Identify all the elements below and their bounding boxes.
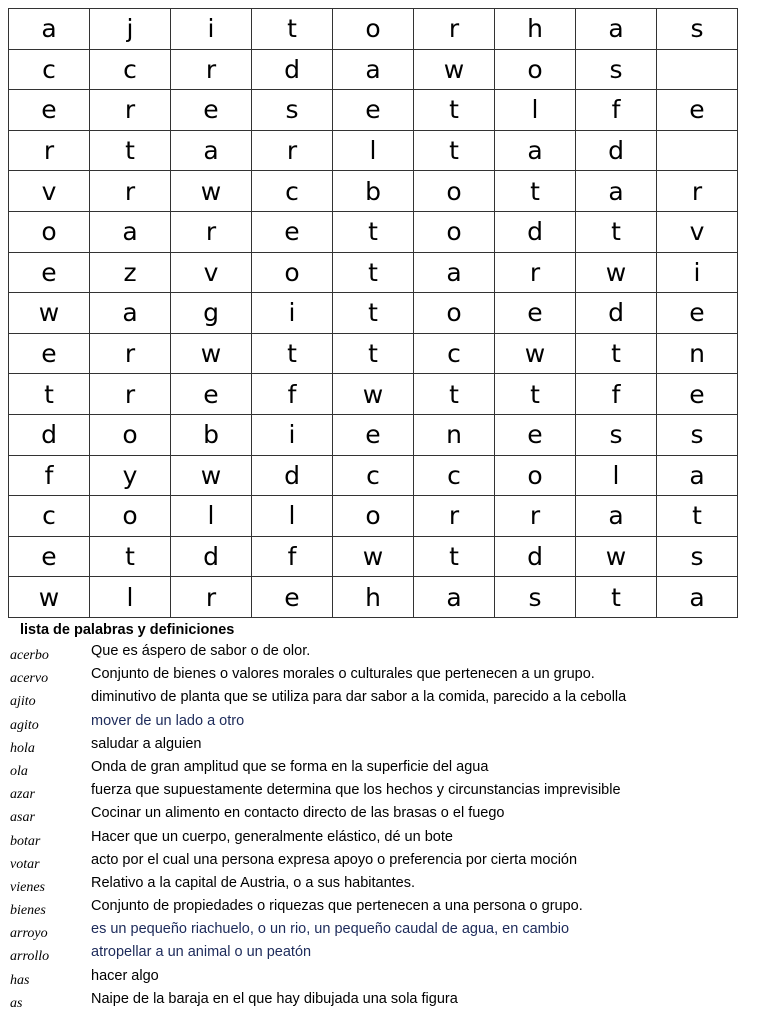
- grid-cell: w: [171, 455, 252, 496]
- definition-item: [0, 874, 768, 897]
- grid-cell: i: [252, 293, 333, 334]
- grid-cell: t: [333, 333, 414, 374]
- definition-text: hacer algo: [91, 967, 159, 984]
- grid-cell: t: [495, 171, 576, 212]
- grid-cell: n: [414, 414, 495, 455]
- grid-cell: v: [657, 211, 738, 252]
- grid-cell: r: [252, 130, 333, 171]
- grid-cell: o: [252, 252, 333, 293]
- grid-cell: e: [252, 211, 333, 252]
- grid-cell: t: [657, 496, 738, 537]
- grid-cell: d: [9, 414, 90, 455]
- grid-cell: l: [171, 496, 252, 537]
- grid-cell: t: [414, 130, 495, 171]
- grid-cell: f: [252, 536, 333, 577]
- grid-cell: f: [9, 455, 90, 496]
- grid-cell: o: [90, 496, 171, 537]
- grid-cell: t: [414, 90, 495, 131]
- definition-item: [0, 642, 768, 665]
- grid-cell: b: [171, 414, 252, 455]
- definition-item: [0, 990, 768, 1013]
- grid-cell: o: [414, 211, 495, 252]
- definition-text: acto por el cual una persona expresa apoyo o preferencia por cierta moción: [91, 851, 578, 868]
- definition-text: Conjunto de propiedades o riquezas que pertenecen a una persona o grupo.: [91, 898, 583, 915]
- grid-cell: w: [171, 333, 252, 374]
- definition-text: saludar a alguien: [91, 735, 202, 752]
- grid-cell: n: [657, 333, 738, 374]
- grid-cell: a: [414, 577, 495, 618]
- definition-word: arrollo: [10, 949, 50, 965]
- definition-word: has: [10, 972, 30, 988]
- definition-text: mover de un lado a otro: [91, 712, 245, 729]
- definition-text: Cocinar un alimento en contacto directo de las brasas o el fuego: [91, 805, 505, 822]
- definition-item: [0, 712, 768, 735]
- definition-word: acervo: [10, 671, 49, 687]
- grid-cell: s: [576, 414, 657, 455]
- definition-item: [0, 758, 768, 781]
- grid-cell: l: [495, 90, 576, 131]
- grid-cell: o: [333, 496, 414, 537]
- grid-cell: v: [171, 252, 252, 293]
- grid-cell: d: [495, 211, 576, 252]
- definition-item: [0, 897, 768, 920]
- grid-cell: c: [90, 49, 171, 90]
- grid-cell: t: [252, 9, 333, 50]
- definition-item: [0, 781, 768, 804]
- grid-cell: s: [252, 90, 333, 131]
- grid-row: [9, 333, 738, 374]
- definition-word: arroyo: [10, 926, 48, 942]
- grid-cell: d: [576, 293, 657, 334]
- grid-cell: s: [657, 414, 738, 455]
- grid-cell: w: [333, 374, 414, 415]
- definition-text: atropellar a un animal o un peatón: [91, 944, 312, 961]
- grid-cell: w: [414, 49, 495, 90]
- grid-cell: e: [9, 90, 90, 131]
- grid-cell: e: [657, 90, 738, 131]
- grid-cell: r: [9, 130, 90, 171]
- grid-cell: o: [495, 455, 576, 496]
- grid-cell: f: [252, 374, 333, 415]
- grid-cell: r: [90, 90, 171, 131]
- grid-cell: s: [657, 536, 738, 577]
- grid-cell: e: [9, 536, 90, 577]
- grid-row: [9, 211, 738, 252]
- grid-cell: e: [495, 293, 576, 334]
- grid-cell: e: [657, 374, 738, 415]
- grid-cell: z: [90, 252, 171, 293]
- grid-cell: t: [333, 211, 414, 252]
- grid-cell: [657, 130, 738, 171]
- grid-cell: e: [171, 90, 252, 131]
- grid-cell: i: [171, 9, 252, 50]
- grid-cell: t: [252, 333, 333, 374]
- definition-text: es un pequeño riachuelo, o un rio, un pequeño caudal de agua, en cambio: [91, 921, 570, 938]
- grid-row: [9, 9, 738, 50]
- definition-word: acerbo: [10, 648, 49, 663]
- definition-text: Conjunto de bienes o valores morales o culturales que pertenecen a un grupo.: [91, 666, 595, 683]
- grid-cell: t: [9, 374, 90, 415]
- grid-row: [9, 171, 738, 212]
- grid-row: [9, 577, 738, 618]
- grid-cell: d: [252, 49, 333, 90]
- definition-text: fuerza que supuestamente determina que los hechos y circunstancias imprevisible: [91, 782, 621, 799]
- grid-cell: a: [90, 293, 171, 334]
- definition-text: Naipe de la baraja en el que hay dibujada una sola figura: [91, 990, 458, 1007]
- definition-word: ajito: [10, 694, 36, 710]
- grid-cell: r: [90, 333, 171, 374]
- grid-cell: a: [9, 9, 90, 50]
- grid-cell: i: [252, 414, 333, 455]
- grid-cell: e: [9, 333, 90, 374]
- grid-cell: a: [576, 171, 657, 212]
- grid-row: [9, 130, 738, 171]
- grid-cell: c: [9, 496, 90, 537]
- grid-cell: r: [90, 374, 171, 415]
- grid-cell: t: [333, 252, 414, 293]
- grid-cell: a: [414, 252, 495, 293]
- definition-item: [0, 688, 768, 711]
- grid-cell: t: [414, 374, 495, 415]
- grid-cell: a: [90, 211, 171, 252]
- grid-cell: a: [495, 130, 576, 171]
- definition-item: [0, 828, 768, 851]
- definition-word: votar: [10, 856, 40, 872]
- grid-cell: e: [9, 252, 90, 293]
- grid-cell: o: [414, 171, 495, 212]
- grid-cell: l: [252, 496, 333, 537]
- grid-cell: w: [9, 577, 90, 618]
- grid-row: [9, 455, 738, 496]
- grid-cell: s: [576, 49, 657, 90]
- grid-cell: w: [333, 536, 414, 577]
- grid-row: [9, 496, 738, 537]
- definition-item: [0, 665, 768, 688]
- grid-cell: g: [171, 293, 252, 334]
- definition-word: as: [10, 995, 23, 1011]
- grid-cell: t: [495, 374, 576, 415]
- grid-cell: f: [576, 90, 657, 131]
- grid-cell: o: [90, 414, 171, 455]
- definition-item: [0, 735, 768, 758]
- grid-cell: o: [414, 293, 495, 334]
- definition-text: Que es áspero de sabor o de olor.: [91, 643, 311, 659]
- grid-cell: c: [9, 49, 90, 90]
- grid-cell: i: [657, 252, 738, 293]
- grid-cell: r: [414, 496, 495, 537]
- definition-word: agito: [10, 717, 39, 733]
- definition-item: [0, 967, 768, 990]
- definition-item: [0, 943, 768, 966]
- grid-cell: r: [657, 171, 738, 212]
- grid-cell: s: [495, 577, 576, 618]
- grid-cell: s: [657, 9, 738, 50]
- grid-cell: f: [576, 374, 657, 415]
- grid-row: [9, 252, 738, 293]
- grid-cell: t: [90, 536, 171, 577]
- grid-cell: d: [252, 455, 333, 496]
- word-search-grid: [8, 8, 738, 618]
- definition-text: Onda de gran amplitud que se forma en la superficie del agua: [91, 758, 489, 775]
- grid-cell: t: [576, 211, 657, 252]
- definition-word: botar: [10, 833, 41, 849]
- grid-cell: a: [171, 130, 252, 171]
- grid-cell: e: [252, 577, 333, 618]
- grid-row: [9, 374, 738, 415]
- grid-cell: d: [495, 536, 576, 577]
- definition-text: Relativo a la capital de Austria, o a sus habitantes.: [91, 874, 416, 891]
- grid-cell: r: [171, 211, 252, 252]
- grid-cell: e: [333, 414, 414, 455]
- grid-cell: r: [171, 49, 252, 90]
- grid-cell: t: [414, 536, 495, 577]
- grid-cell: c: [333, 455, 414, 496]
- definition-word: azar: [10, 787, 35, 803]
- grid-cell: a: [657, 455, 738, 496]
- grid-cell: r: [171, 577, 252, 618]
- list-title: lista de palabras y definiciones: [20, 622, 235, 638]
- grid-cell: r: [495, 252, 576, 293]
- grid-row: [9, 49, 738, 90]
- grid-row: [9, 414, 738, 455]
- grid-cell: r: [414, 9, 495, 50]
- definition-text: diminutivo de planta que se utiliza para dar sabor a la comida, parecido a la cebolla: [91, 689, 627, 706]
- grid-cell: c: [414, 455, 495, 496]
- grid-row: [9, 536, 738, 577]
- grid-cell: l: [576, 455, 657, 496]
- grid-cell: a: [576, 9, 657, 50]
- grid-cell: r: [495, 496, 576, 537]
- grid-cell: c: [252, 171, 333, 212]
- grid-cell: w: [171, 171, 252, 212]
- grid-cell: t: [576, 577, 657, 618]
- definition-item: [0, 804, 768, 827]
- grid-cell: o: [495, 49, 576, 90]
- grid-cell: a: [333, 49, 414, 90]
- grid-cell: w: [495, 333, 576, 374]
- definition-word: hola: [10, 740, 35, 756]
- grid-cell: d: [171, 536, 252, 577]
- grid-cell: d: [576, 130, 657, 171]
- grid-cell: l: [333, 130, 414, 171]
- grid-cell: w: [576, 536, 657, 577]
- grid-cell: w: [9, 293, 90, 334]
- definition-word: bienes: [10, 903, 46, 919]
- grid-cell: h: [495, 9, 576, 50]
- definition-word: vienes: [10, 879, 45, 895]
- grid-cell: a: [657, 577, 738, 618]
- grid-cell: c: [414, 333, 495, 374]
- grid-cell: j: [90, 9, 171, 50]
- grid-cell: t: [576, 333, 657, 374]
- grid-row: [9, 90, 738, 131]
- grid-cell: w: [576, 252, 657, 293]
- definition-item: [0, 920, 768, 943]
- grid-cell: h: [333, 577, 414, 618]
- definition-word: ola: [10, 763, 28, 779]
- grid-cell: t: [333, 293, 414, 334]
- definition-item: [0, 851, 768, 874]
- grid-cell: r: [90, 171, 171, 212]
- grid-cell: e: [333, 90, 414, 131]
- grid-cell: v: [9, 171, 90, 212]
- grid-cell: o: [333, 9, 414, 50]
- definition-word: asar: [10, 810, 35, 826]
- grid-cell: l: [90, 577, 171, 618]
- grid-cell: a: [576, 496, 657, 537]
- grid-cell: e: [495, 414, 576, 455]
- grid-cell: e: [171, 374, 252, 415]
- definition-text: Hacer que un cuerpo, generalmente elástico, dé un bote: [91, 828, 453, 845]
- grid-cell: t: [90, 130, 171, 171]
- definitions-list: [0, 642, 768, 1013]
- grid-cell: b: [333, 171, 414, 212]
- grid-cell: y: [90, 455, 171, 496]
- grid-cell: e: [657, 293, 738, 334]
- grid-cell: [657, 49, 738, 90]
- grid-row: [9, 293, 738, 334]
- grid-cell: o: [9, 211, 90, 252]
